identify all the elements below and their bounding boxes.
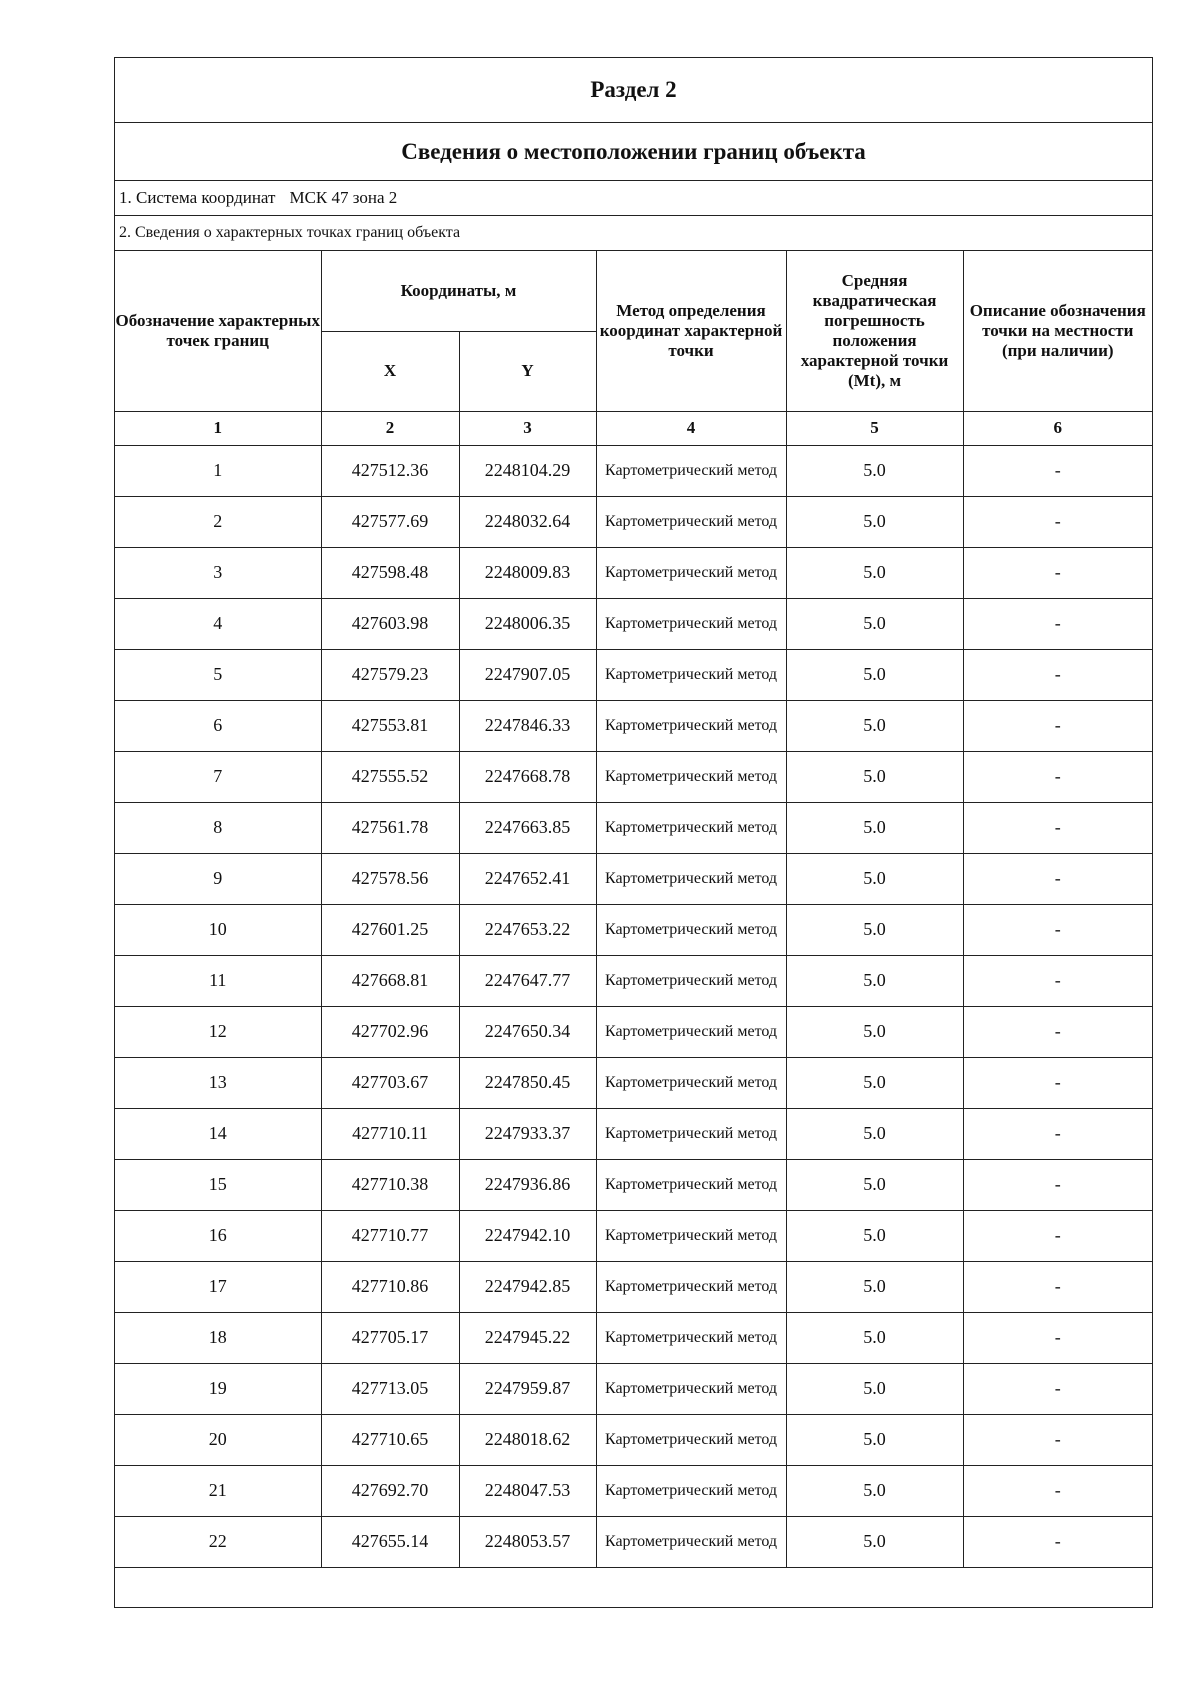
table-row xyxy=(115,598,1152,649)
y-cell: 2247668.78 xyxy=(459,751,596,802)
x-cell: 427705.17 xyxy=(321,1312,459,1363)
description-cell: - xyxy=(963,1363,1152,1414)
table-footer-cell xyxy=(115,1567,1152,1590)
point-number-cell: 11 xyxy=(115,955,321,1006)
y-cell: 2247945.22 xyxy=(459,1312,596,1363)
method-cell: Картометрический метод xyxy=(596,1159,786,1210)
coordinate-system-value: МСК 47 зона 2 xyxy=(289,188,398,207)
mt-cell: 5.0 xyxy=(786,1312,963,1363)
point-number-cell: 8 xyxy=(115,802,321,853)
description-cell: - xyxy=(963,1414,1152,1465)
x-cell: 427710.38 xyxy=(321,1159,459,1210)
method-cell: Картометрический метод xyxy=(596,1516,786,1567)
method-cell: Картометрический метод xyxy=(596,802,786,853)
point-number-cell: 10 xyxy=(115,904,321,955)
method-cell: Картометрический метод xyxy=(596,598,786,649)
point-number-cell: 2 xyxy=(115,496,321,547)
method-cell: Картометрический метод xyxy=(596,1108,786,1159)
description-cell: - xyxy=(963,1108,1152,1159)
x-cell: 427710.11 xyxy=(321,1108,459,1159)
x-cell: 427577.69 xyxy=(321,496,459,547)
table-row xyxy=(115,1210,1152,1261)
y-cell: 2248104.29 xyxy=(459,445,596,496)
table-row xyxy=(115,802,1152,853)
description-cell: - xyxy=(963,751,1152,802)
y-cell: 2247663.85 xyxy=(459,802,596,853)
table-row xyxy=(115,1159,1152,1210)
method-cell: Картометрический метод xyxy=(596,904,786,955)
description-cell: - xyxy=(963,496,1152,547)
coordinate-system-label: 1. Система координат xyxy=(119,188,276,207)
x-cell: 427703.67 xyxy=(321,1057,459,1108)
table-row xyxy=(115,1516,1152,1567)
points-heading: 2. Сведения о характерных точках границ объекта xyxy=(115,216,1152,251)
mt-cell: 5.0 xyxy=(786,904,963,955)
y-cell: 2248053.57 xyxy=(459,1516,596,1567)
table-footer-row xyxy=(115,1567,1152,1590)
header-coords: Координаты, м xyxy=(321,251,596,331)
y-cell: 2247652.41 xyxy=(459,853,596,904)
table-row xyxy=(115,853,1152,904)
method-cell: Картометрический метод xyxy=(596,1312,786,1363)
method-cell: Картометрический метод xyxy=(596,853,786,904)
method-cell: Картометрический метод xyxy=(596,496,786,547)
y-cell: 2247933.37 xyxy=(459,1108,596,1159)
table-row xyxy=(115,1414,1152,1465)
x-cell: 427668.81 xyxy=(321,955,459,1006)
method-cell: Картометрический метод xyxy=(596,1006,786,1057)
y-cell: 2247959.87 xyxy=(459,1363,596,1414)
method-cell: Картометрический метод xyxy=(596,1363,786,1414)
mt-cell: 5.0 xyxy=(786,1006,963,1057)
description-cell: - xyxy=(963,1312,1152,1363)
x-cell: 427702.96 xyxy=(321,1006,459,1057)
point-number-cell: 18 xyxy=(115,1312,321,1363)
point-number-cell: 4 xyxy=(115,598,321,649)
y-cell: 2247936.86 xyxy=(459,1159,596,1210)
point-number-cell: 16 xyxy=(115,1210,321,1261)
description-cell: - xyxy=(963,649,1152,700)
table-row xyxy=(115,904,1152,955)
mt-cell: 5.0 xyxy=(786,1363,963,1414)
point-number-cell: 17 xyxy=(115,1261,321,1312)
section-title: Раздел 2 xyxy=(115,58,1152,123)
method-cell: Картометрический метод xyxy=(596,445,786,496)
x-cell: 427603.98 xyxy=(321,598,459,649)
x-cell: 427710.77 xyxy=(321,1210,459,1261)
mt-cell: 5.0 xyxy=(786,700,963,751)
point-number-cell: 9 xyxy=(115,853,321,904)
column-number: 2 xyxy=(321,411,459,445)
header-x: X xyxy=(321,331,459,411)
table-row xyxy=(115,1465,1152,1516)
method-cell: Картометрический метод xyxy=(596,751,786,802)
mt-cell: 5.0 xyxy=(786,598,963,649)
table-row xyxy=(115,1108,1152,1159)
method-cell: Картометрический метод xyxy=(596,1210,786,1261)
mt-cell: 5.0 xyxy=(786,853,963,904)
table-row xyxy=(115,649,1152,700)
x-cell: 427710.65 xyxy=(321,1414,459,1465)
description-cell: - xyxy=(963,445,1152,496)
y-cell: 2247846.33 xyxy=(459,700,596,751)
description-cell: - xyxy=(963,1006,1152,1057)
header-mt: Средняя квадратическая погрешность положения характерной точки (Mt), м xyxy=(786,251,963,411)
column-number: 5 xyxy=(786,411,963,445)
point-number-cell: 3 xyxy=(115,547,321,598)
point-number-cell: 22 xyxy=(115,1516,321,1567)
x-cell: 427601.25 xyxy=(321,904,459,955)
point-number-cell: 12 xyxy=(115,1006,321,1057)
description-cell: - xyxy=(963,853,1152,904)
column-number: 1 xyxy=(115,411,321,445)
table-row xyxy=(115,700,1152,751)
points-table-body xyxy=(115,445,1152,1590)
point-number-cell: 5 xyxy=(115,649,321,700)
description-cell: - xyxy=(963,802,1152,853)
y-cell: 2247907.05 xyxy=(459,649,596,700)
x-cell: 427578.56 xyxy=(321,853,459,904)
column-number: 3 xyxy=(459,411,596,445)
description-cell: - xyxy=(963,547,1152,598)
point-number-cell: 13 xyxy=(115,1057,321,1108)
method-cell: Картометрический метод xyxy=(596,1414,786,1465)
x-cell: 427512.36 xyxy=(321,445,459,496)
description-cell: - xyxy=(963,904,1152,955)
description-cell: - xyxy=(963,598,1152,649)
document-sheet xyxy=(114,57,1153,1608)
y-cell: 2248047.53 xyxy=(459,1465,596,1516)
point-number-cell: 14 xyxy=(115,1108,321,1159)
point-number-cell: 6 xyxy=(115,700,321,751)
description-cell: - xyxy=(963,1210,1152,1261)
y-cell: 2248006.35 xyxy=(459,598,596,649)
method-cell: Картометрический метод xyxy=(596,955,786,1006)
mt-cell: 5.0 xyxy=(786,1108,963,1159)
mt-cell: 5.0 xyxy=(786,1159,963,1210)
table-row xyxy=(115,955,1152,1006)
table-row xyxy=(115,751,1152,802)
description-cell: - xyxy=(963,1057,1152,1108)
y-cell: 2248009.83 xyxy=(459,547,596,598)
mt-cell: 5.0 xyxy=(786,1516,963,1567)
y-cell: 2247653.22 xyxy=(459,904,596,955)
header-method: Метод определения координат характерной точки xyxy=(596,251,786,411)
mt-cell: 5.0 xyxy=(786,955,963,1006)
x-cell: 427692.70 xyxy=(321,1465,459,1516)
column-number: 6 xyxy=(963,411,1152,445)
method-cell: Картометрический метод xyxy=(596,1057,786,1108)
mt-cell: 5.0 xyxy=(786,751,963,802)
mt-cell: 5.0 xyxy=(786,802,963,853)
header-point: Обозначение характерных точек границ xyxy=(115,251,321,411)
x-cell: 427713.05 xyxy=(321,1363,459,1414)
point-number-cell: 7 xyxy=(115,751,321,802)
mt-cell: 5.0 xyxy=(786,1414,963,1465)
description-cell: - xyxy=(963,955,1152,1006)
table-row xyxy=(115,1261,1152,1312)
section-subtitle: Сведения о местоположении границ объекта xyxy=(115,123,1152,181)
table-row xyxy=(115,1006,1152,1057)
x-cell: 427598.48 xyxy=(321,547,459,598)
y-cell: 2247650.34 xyxy=(459,1006,596,1057)
y-cell: 2247647.77 xyxy=(459,955,596,1006)
description-cell: - xyxy=(963,1159,1152,1210)
table-row xyxy=(115,1057,1152,1108)
y-cell: 2248032.64 xyxy=(459,496,596,547)
method-cell: Картометрический метод xyxy=(596,700,786,751)
x-cell: 427579.23 xyxy=(321,649,459,700)
description-cell: - xyxy=(963,700,1152,751)
point-number-cell: 21 xyxy=(115,1465,321,1516)
x-cell: 427561.78 xyxy=(321,802,459,853)
points-table xyxy=(115,251,1152,1590)
column-number: 4 xyxy=(596,411,786,445)
point-number-cell: 20 xyxy=(115,1414,321,1465)
header-y: Y xyxy=(459,331,596,411)
method-cell: Картометрический метод xyxy=(596,649,786,700)
y-cell: 2248018.62 xyxy=(459,1414,596,1465)
method-cell: Картометрический метод xyxy=(596,1465,786,1516)
y-cell: 2247942.10 xyxy=(459,1210,596,1261)
table-row xyxy=(115,1363,1152,1414)
description-cell: - xyxy=(963,1261,1152,1312)
header-description: Описание обозначения точки на местности (при наличии) xyxy=(963,251,1152,411)
point-number-cell: 1 xyxy=(115,445,321,496)
x-cell: 427553.81 xyxy=(321,700,459,751)
table-row xyxy=(115,1312,1152,1363)
mt-cell: 5.0 xyxy=(786,547,963,598)
table-row xyxy=(115,445,1152,496)
mt-cell: 5.0 xyxy=(786,1210,963,1261)
method-cell: Картометрический метод xyxy=(596,1261,786,1312)
y-cell: 2247850.45 xyxy=(459,1057,596,1108)
point-number-cell: 19 xyxy=(115,1363,321,1414)
y-cell: 2247942.85 xyxy=(459,1261,596,1312)
description-cell: - xyxy=(963,1516,1152,1567)
mt-cell: 5.0 xyxy=(786,649,963,700)
mt-cell: 5.0 xyxy=(786,496,963,547)
mt-cell: 5.0 xyxy=(786,1261,963,1312)
point-number-cell: 15 xyxy=(115,1159,321,1210)
x-cell: 427655.14 xyxy=(321,1516,459,1567)
x-cell: 427710.86 xyxy=(321,1261,459,1312)
mt-cell: 5.0 xyxy=(786,1465,963,1516)
table-row xyxy=(115,496,1152,547)
table-row xyxy=(115,547,1152,598)
description-cell: - xyxy=(963,1465,1152,1516)
mt-cell: 5.0 xyxy=(786,445,963,496)
mt-cell: 5.0 xyxy=(786,1057,963,1108)
x-cell: 427555.52 xyxy=(321,751,459,802)
method-cell: Картометрический метод xyxy=(596,547,786,598)
coordinate-system-row xyxy=(115,181,1152,216)
